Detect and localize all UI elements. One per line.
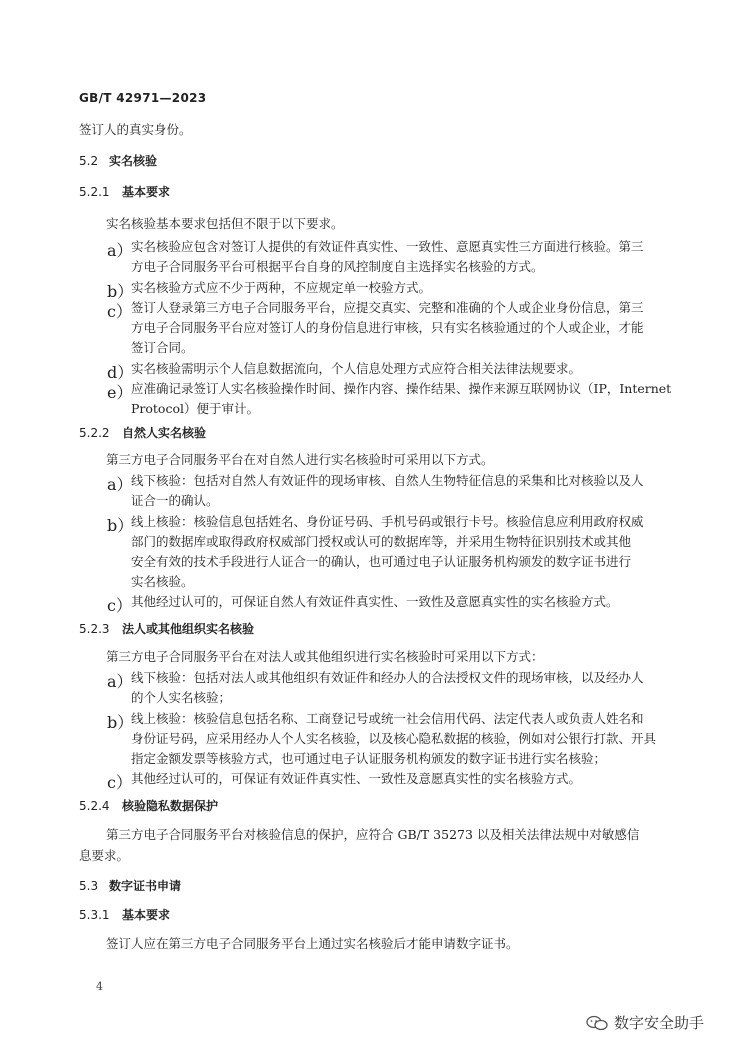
section-title: 数字证书申请 bbox=[109, 879, 182, 893]
list-label: b） bbox=[107, 713, 134, 732]
list-text: Protocol）便于审计。 bbox=[131, 401, 259, 416]
section-intro: 实名核验基本要求包括但不限于以下要求。 bbox=[106, 216, 344, 231]
list-text: 实名核验方式应不少于两种，不应规定单一校验方式。 bbox=[131, 280, 432, 295]
list-text: 实名核验。 bbox=[131, 574, 194, 589]
section-number: 5.2.3 bbox=[79, 622, 110, 636]
list-text: 证合一的确认。 bbox=[131, 493, 219, 508]
section-number: 5.2.2 bbox=[79, 426, 110, 440]
section-title: 基本要求 bbox=[122, 185, 171, 199]
list-text: 签订人登录第三方电子合同服务平台，应提交真实、完整和准确的个人或企业身份信息，第三 bbox=[131, 300, 644, 315]
list-text: 线上核验：核验信息包括名称、工商登记号或统一社会信用代码、法定代表人或负责人姓名和 bbox=[131, 711, 644, 726]
list-text: 其他经过认可的，可保证有效证件真实性、一致性及意愿真实性的实名核验方式。 bbox=[131, 771, 582, 786]
list-label: d） bbox=[107, 363, 134, 382]
section-paragraph: 息要求。 bbox=[79, 848, 130, 863]
section-number: 5.3.1 bbox=[79, 908, 110, 922]
section-title: 核验隐私数据保护 bbox=[122, 799, 219, 813]
list-text: 的个人实名核验； bbox=[131, 690, 232, 705]
section-number: 5.2.1 bbox=[79, 185, 110, 199]
wechat-icon bbox=[586, 1015, 608, 1031]
list-label: a） bbox=[107, 241, 133, 260]
section-intro: 第三方电子合同服务平台在对法人或其他组织进行实名核验时可采用以下方式： bbox=[106, 649, 544, 664]
section-number: 5.2.4 bbox=[79, 799, 110, 813]
list-text: 其他经过认可的，可保证自然人有效证件真实性、一致性及意愿真实性的实名核验方式。 bbox=[131, 594, 619, 609]
section-paragraph: 签订人应在第三方电子合同服务平台上通过实名核验后才能申请数字证书。 bbox=[106, 936, 519, 951]
section-title: 基本要求 bbox=[122, 908, 171, 922]
list-text: 方电子合同服务平台可根据平台自身的风控制度自主选择实名核验的方式。 bbox=[131, 259, 544, 274]
list-text: 应准确记录签订人实名核验操作时间、操作内容、操作结果、操作来源互联网协议（IP，Internet bbox=[131, 381, 672, 396]
section-intro: 第三方电子合同服务平台在对自然人进行实名核验时可采用以下方式。 bbox=[106, 452, 494, 467]
list-label: c） bbox=[107, 596, 132, 615]
list-label: c） bbox=[107, 773, 132, 792]
list-text: 线上核验：核验信息包括姓名、身份证号码、手机号码或银行卡号。核验信息应利用政府权威 bbox=[131, 514, 644, 529]
list-text: 实名核验应包含对签订人提供的有效证件真实性、一致性、意愿真实性三方面进行核验。第三 bbox=[131, 239, 644, 254]
section-number: 5.3 bbox=[79, 879, 99, 893]
list-text: 线下核验：包括对自然人有效证件的现场审核、自然人生物特征信息的采集和比对核验以及人 bbox=[131, 473, 644, 488]
list-label: b） bbox=[107, 516, 134, 535]
list-text: 方电子合同服务平台应对签订人的身份信息进行审核，只有实名核验通过的个人或企业，才能 bbox=[131, 320, 644, 335]
list-text: 身份证号码，应采用经办人个人实名核验，以及核心隐私数据的核验，例如对公银行打款、开具 bbox=[131, 731, 657, 746]
standard-id: GB/T 42971—2023 bbox=[79, 91, 207, 105]
list-label: b） bbox=[107, 282, 134, 301]
list-text: 签订合同。 bbox=[131, 340, 194, 355]
list-text: 实名核验需明示个人信息数据流向，个人信息处理方式应符合相关法律法规要求。 bbox=[131, 361, 582, 376]
list-text: 指定金额发票等核验方式，也可通过电子认证服务机构颁发的数字证书进行实名核验； bbox=[131, 751, 607, 766]
list-label: a） bbox=[107, 475, 133, 494]
list-label: a） bbox=[107, 672, 133, 691]
list-text: 部门的数据库或取得政府权威部门授权或认可的数据库等，并采用生物特征识别技术或其他 bbox=[131, 534, 632, 549]
list-text: 安全有效的技术手段进行人证合一的确认，也可通过电子认证服务机构颁发的数字证书进行 bbox=[131, 554, 632, 569]
watermark-text: 数字安全助手 bbox=[614, 1014, 705, 1032]
list-label: e） bbox=[107, 383, 133, 402]
list-label: c） bbox=[107, 302, 132, 321]
page-number: 4 bbox=[96, 980, 103, 993]
watermark bbox=[586, 1012, 704, 1033]
section-title: 实名核验 bbox=[109, 154, 158, 168]
list-text: 线下核验：包括对法人或其他组织有效证件和经办人的合法授权文件的现场审核，以及经办人 bbox=[131, 670, 644, 685]
section-title: 自然人实名核验 bbox=[122, 426, 207, 440]
section-number: 5.2 bbox=[79, 154, 99, 168]
continuation-text: 签订人的真实身份。 bbox=[79, 122, 192, 137]
section-paragraph: 第三方电子合同服务平台对核验信息的保护，应符合 GB/T 35273 以及相关法律法规中对敏感信 bbox=[106, 827, 640, 842]
section-title: 法人或其他组织实名核验 bbox=[122, 622, 255, 636]
